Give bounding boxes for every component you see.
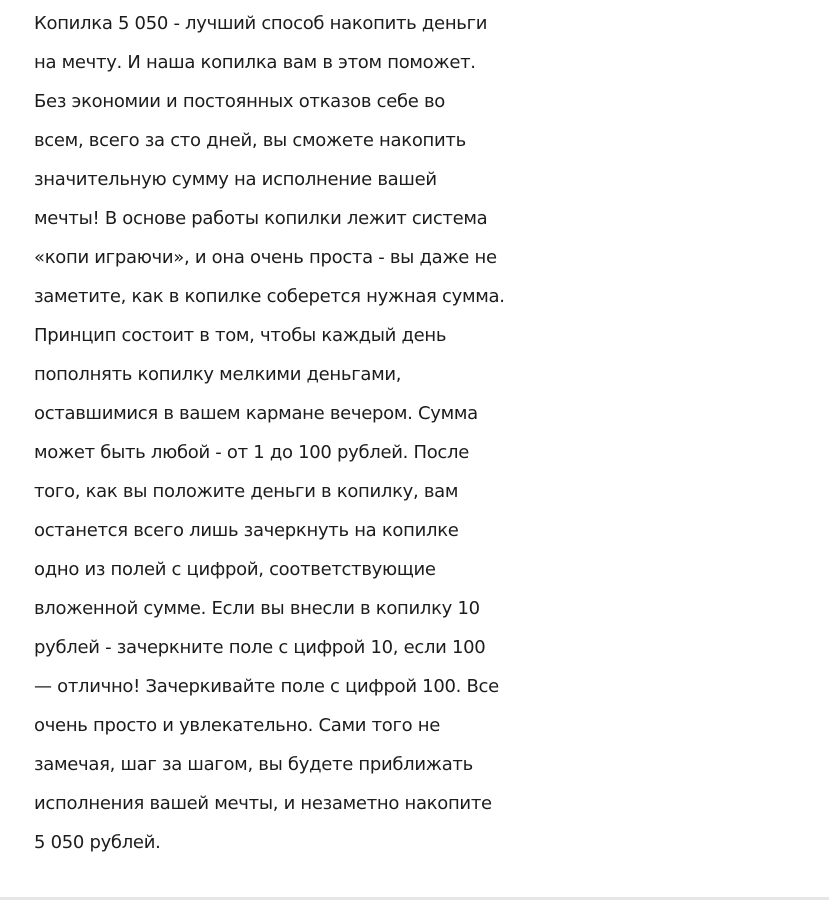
text-line: рублей - зачеркните поле с цифрой 10, если 100 bbox=[34, 637, 486, 658]
text-line: Принцип состоит в том, чтобы каждый день bbox=[34, 325, 447, 346]
article-text bbox=[34, 4, 824, 862]
text-line: Без экономии и постоянных отказов себе во bbox=[34, 91, 446, 112]
text-line: — отлично! Зачеркивайте поле с цифрой 100. Все bbox=[34, 676, 499, 697]
text-line: пополнять копилку мелкими деньгами, bbox=[34, 364, 402, 385]
text-line: всем, всего за сто дней, вы сможете накопить bbox=[34, 130, 466, 151]
text-line: одно из полей с цифрой, соответствующие bbox=[34, 559, 436, 580]
text-line: останется всего лишь зачеркнуть на копилке bbox=[34, 520, 459, 541]
text-line: значительную сумму на исполнение вашей bbox=[34, 169, 437, 190]
text-line: на мечту. И наша копилка вам в этом поможет. bbox=[34, 52, 476, 73]
text-line: может быть любой - от 1 до 100 рублей. После bbox=[34, 442, 469, 463]
text-line: заметите, как в копилке соберется нужная сумма. bbox=[34, 286, 505, 307]
text-line: того, как вы положите деньги в копилку, вам bbox=[34, 481, 459, 502]
text-line: оставшимися в вашем кармане вечером. Сумма bbox=[34, 403, 478, 424]
text-line: Копилка 5 050 - лучший способ накопить деньги bbox=[34, 13, 488, 34]
text-line: очень просто и увлекательно. Сами того не bbox=[34, 715, 441, 736]
text-line: мечты! В основе работы копилки лежит система bbox=[34, 208, 488, 229]
text-line: исполнения вашей мечты, и незаметно накопите bbox=[34, 793, 492, 814]
text-line: замечая, шаг за шагом, вы будете приближать bbox=[34, 754, 473, 775]
text-line: вложенной сумме. Если вы внесли в копилку 10 bbox=[34, 598, 480, 619]
text-line: 5 050 рублей. bbox=[34, 832, 161, 853]
text-line: «копи играючи», и она очень проста - вы даже не bbox=[34, 247, 497, 268]
